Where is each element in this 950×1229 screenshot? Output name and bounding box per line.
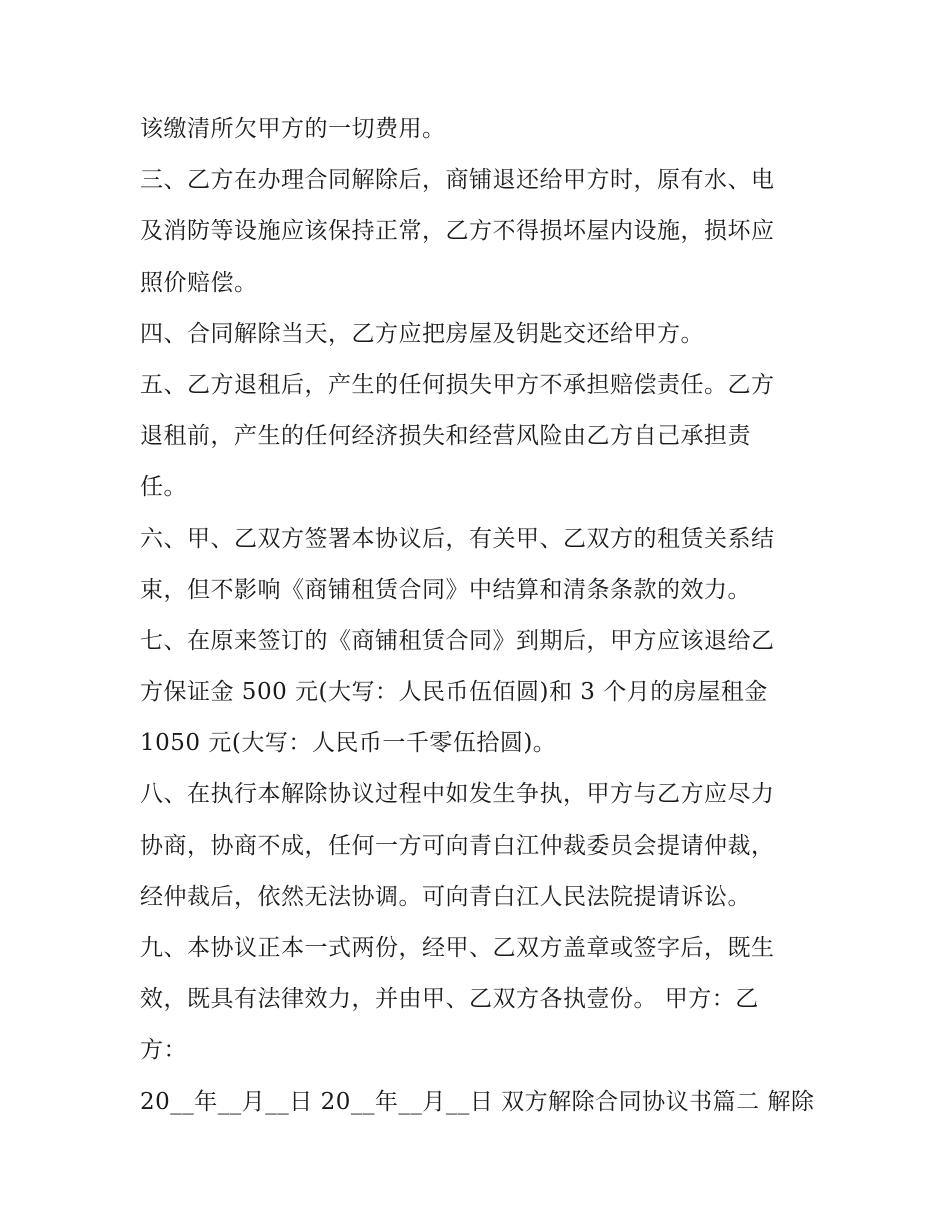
text-line: 四、合同解除当天，乙方应把房屋及钥匙交还给甲方。	[140, 320, 704, 347]
text-line: 及消防等设施应该保持正常，乙方不得损坏屋内设施，损坏应	[140, 218, 775, 245]
text-line: 退租前，产生的任何经济损失和经营风险由乙方自己承担责	[140, 423, 751, 450]
text-line: 三、乙方在办理合同解除后，商铺退还给甲方时，原有水、电	[140, 167, 775, 194]
text-line: 照价赔偿。	[140, 269, 258, 296]
text-line: 六、甲、乙双方签署本协议后，有关甲、乙双方的租赁关系结	[140, 525, 775, 552]
text-line: 七、在原来签订的《商铺租赁合同》到期后，甲方应该退给乙	[140, 627, 775, 654]
text-line: 束，但不影响《商铺租赁合同》中结算和清条条款的效力。	[140, 576, 751, 603]
text-line: 方保证金 500 元(大写：人民币伍佰圆)和 3 个月的房屋租金	[140, 679, 768, 706]
text-line: 方：	[140, 1037, 187, 1064]
text-line: 任。	[140, 474, 187, 501]
text-line: 九、本协议正本一式两份，经甲、乙双方盖章或签字后，既生	[140, 935, 775, 961]
text-line: 1050 元(大写：人民币一千零伍拾圆)。	[140, 730, 557, 757]
text-line: 五、乙方退租后，产生的任何损失甲方不承担赔偿责任。乙方	[140, 371, 775, 398]
text-line: 该缴清所欠甲方的一切费用。	[140, 116, 446, 142]
text-line: 经仲裁后，依然无法协调。可向青白江人民法院提请诉讼。	[140, 883, 751, 910]
text-line: 20__年__月__日 20__年__月__日 双方解除合同协议书篇二 解除	[140, 1088, 815, 1115]
text-line: 效，既具有法律效力，并由甲、乙双方各执壹份。 甲方：乙	[140, 986, 759, 1013]
text-line: 协商，协商不成，任何一方可向青白江仲裁委员会提请仲裁，	[140, 832, 775, 859]
text-line: 八、在执行本解除协议过程中如发生争执，甲方与乙方应尽力	[140, 781, 775, 808]
document-body	[140, 104, 820, 1128]
